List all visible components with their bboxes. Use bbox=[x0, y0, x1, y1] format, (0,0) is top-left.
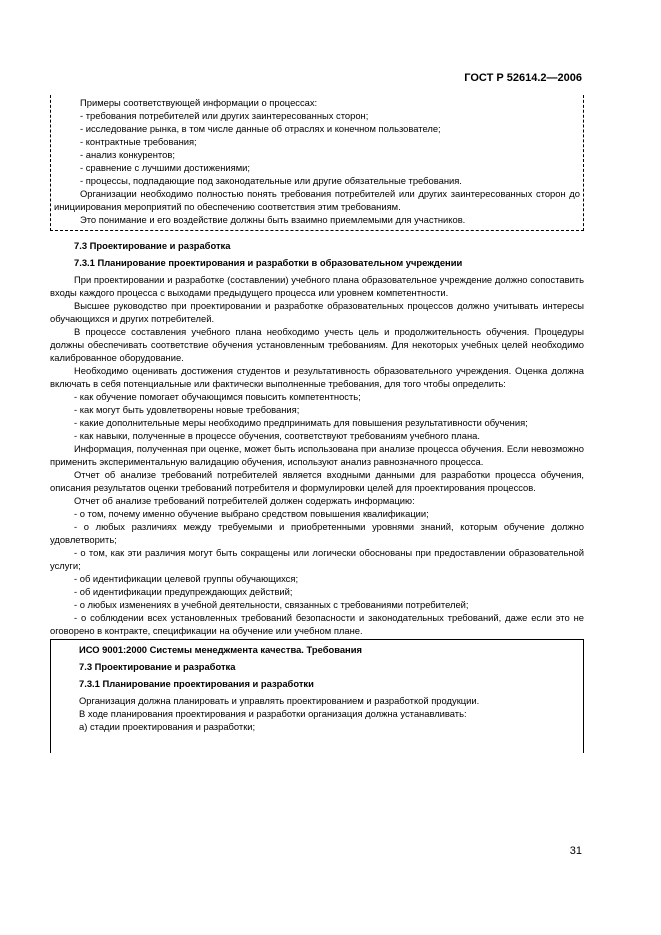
body-paragraph: Необходимо оценивать достижения студентов и результативность образовательного учреждения. Оценка должна включать в себя потенциальные или фактически выполненные требования, для того чтобы определить: bbox=[50, 365, 584, 389]
list-item: - о том, как эти различия могут быть сокращены или логически обоснованы при предоставлении образовательной услуги; bbox=[50, 547, 584, 571]
iso-line: В ходе планирования проектирования и разработки организация должна устанавливать: bbox=[79, 708, 467, 719]
box-paragraph: Организации необходимо полностью понять требования потребителей или других заинтересованных сторон до инициирования мероприятий по обеспечению соответствия этим требованиям. bbox=[54, 188, 580, 212]
iso-subsection-heading: 7.3.1 Планирование проектирования и разработки bbox=[79, 678, 314, 689]
box-paragraph: Это понимание и его воздействие должны быть взаимно приемлемыми для участников. bbox=[80, 214, 466, 225]
box-line: - сравнение с лучшими достижениями; bbox=[80, 162, 250, 173]
body-paragraph: В процессе составления учебного плана необходимо учесть цель и продолжительность обучения. Процедуры должны обеспечивать соответствие обучения установленным требованиям. Для некоторых учебных целей необходимо калиброванное оборудование. bbox=[50, 326, 584, 363]
subsection-heading: 7.3.1 Планирование проектирования и разработки в образовательном учреждении bbox=[74, 257, 463, 268]
page-number: 31 bbox=[569, 845, 582, 857]
section-heading: 7.3 Проектирование и разработка bbox=[74, 240, 231, 251]
list-item: - как навыки, полученные в процессе обучения, соответствуют требованиям учебного плана. bbox=[74, 430, 480, 441]
box-line: - контрактные требования; bbox=[80, 136, 197, 147]
list-item: - о соблюдении всех установленных требований безопасности и законодательных требований, даже если это не оговорено в контракте, спецификации на обучение или учебном плане. bbox=[50, 612, 584, 636]
box-line: - исследование рынка, в том числе данные об отраслях и конечном пользователе; bbox=[80, 123, 441, 134]
list-item: - какие дополнительные меры необходимо предпринимать для повышения результативности обучения; bbox=[74, 417, 528, 428]
body-paragraph: При проектировании и разработке (составлении) учебного плана образовательное учреждение должно сопоставить входы каждого процесса с выходами предыдущего процесса или уровнем компетентности. bbox=[50, 274, 584, 298]
iso-title: ИСО 9001:2000 Системы менеджмента качества. Требования bbox=[79, 644, 362, 655]
box-line: - требования потребителей или других заинтересованных сторон; bbox=[80, 110, 369, 121]
list-item: - о том, почему именно обучение выбрано средством повышения квалификации; bbox=[74, 508, 429, 519]
box-line: - анализ конкурентов; bbox=[80, 149, 175, 160]
iso-line: Организация должна планировать и управлять проектированием и разработкой продукции. bbox=[79, 695, 480, 706]
document-id-header: ГОСТ Р 52614.2—2006 bbox=[464, 72, 582, 84]
list-item: - об идентификации целевой группы обучающихся; bbox=[74, 573, 299, 584]
list-item: - о любых изменениях в учебной деятельности, связанных с требованиями потребителей; bbox=[74, 599, 469, 610]
list-item: - об идентификации предупреждающих действий; bbox=[74, 586, 293, 597]
list-item: - о любых различиях между требуемыми и приобретенными уровнями знаний, которым обучение должно удовлетворить; bbox=[50, 521, 584, 545]
body-paragraph: Информация, полученная при оценке, может быть использована при анализе процесса обучения. Если невозможно применить экспериментальную валидацию обучения, используют анализ равнозначного процесса. bbox=[50, 443, 584, 467]
body-paragraph: Отчет об анализе требований потребителей должен содержать информацию: bbox=[74, 495, 415, 506]
body-paragraph: Высшее руководство при проектировании и разработке образовательных процессов должно учитывать интересы обучающихся и других потребителей. bbox=[50, 300, 584, 324]
list-item: - как обучение помогает обучающимся повысить компетентность; bbox=[74, 391, 361, 402]
box-line: Примеры соответствующей информации о процессах: bbox=[80, 97, 318, 108]
page-content bbox=[50, 95, 584, 753]
list-item: - как могут быть удовлетворены новые требования; bbox=[74, 404, 300, 415]
box-line: - процессы, подпадающие под законодательные или другие обязательные требования. bbox=[80, 175, 462, 186]
iso-section-heading: 7.3 Проектирование и разработка bbox=[79, 661, 236, 672]
body-paragraph: Отчет об анализе требований потребителей является входными данными для разработки процесса обучения, описания результатов оценки требований потребителя и формулировки целей для проектирования процессов. bbox=[50, 469, 584, 493]
process-info-box bbox=[50, 95, 584, 231]
iso-excerpt-box bbox=[50, 639, 584, 753]
iso-line: а) стадии проектирования и разработки; bbox=[79, 721, 256, 732]
